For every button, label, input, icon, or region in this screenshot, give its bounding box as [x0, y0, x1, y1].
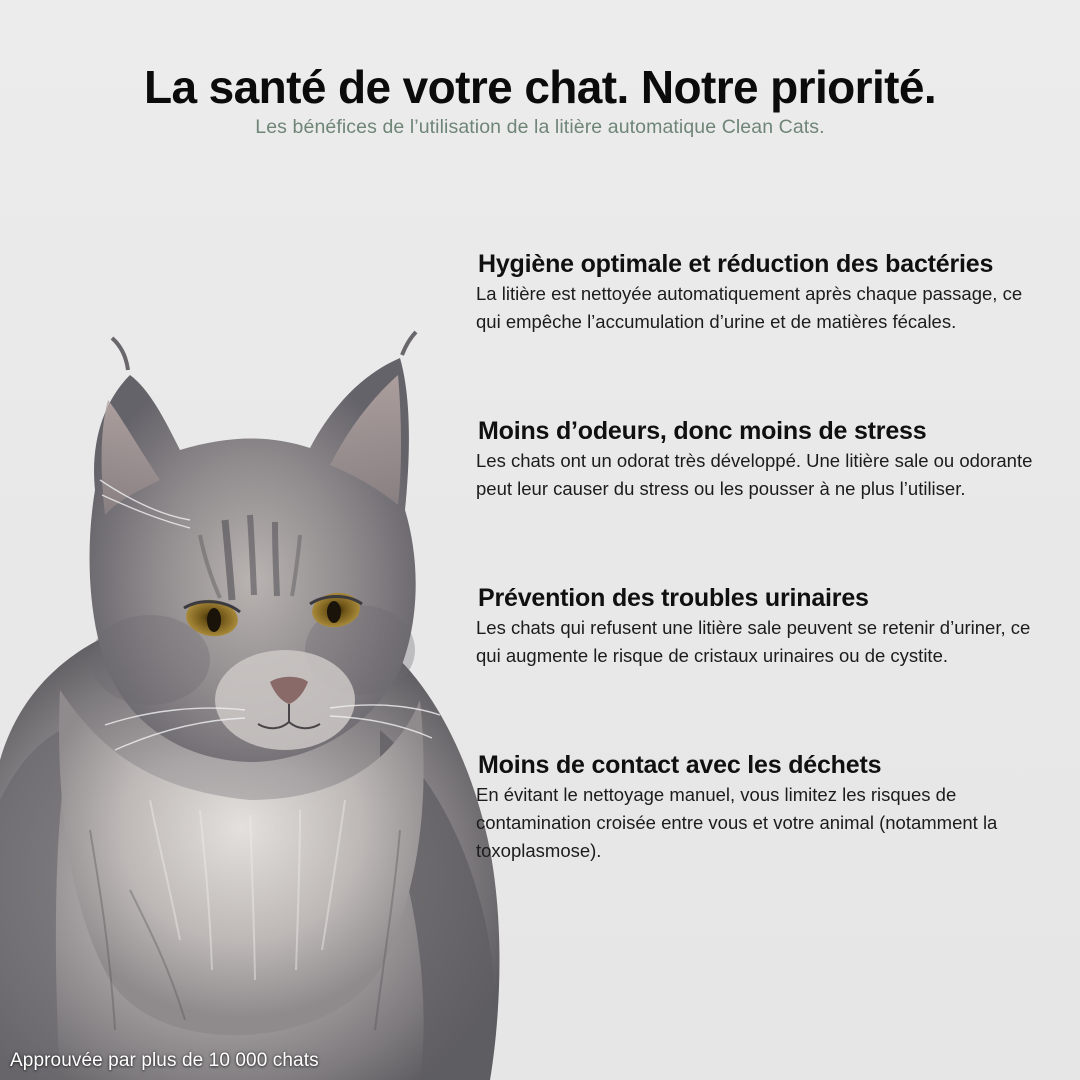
page-title: La santé de votre chat. Notre priorité.: [143, 61, 937, 113]
benefit-text: En évitant le nettoyage manuel, vous limitez les risques de contamination croisée entre vous et votre animal (notamment la toxoplasmose).: [476, 784, 998, 861]
benefit-text: La litière est nettoyée automatiquement après chaque passage, ce qui empêche l’accumulation d’urine et de matières fécales.: [476, 283, 1023, 332]
benefit-title: Moins de contact avec les déchets: [478, 751, 882, 779]
benefit-item-odeurs: [476, 415, 1066, 503]
benefit-title: Hygiène optimale et réduction des bactéries: [478, 250, 994, 278]
page-subtitle: Les bénéfices de l’utilisation de la litière automatique Clean Cats.: [255, 116, 825, 138]
approval-caption: Approuvée par plus de 10 000 chats: [10, 1050, 319, 1071]
cat-photo: [0, 330, 520, 1080]
benefit-title: Prévention des troubles urinaires: [478, 584, 869, 612]
header: [0, 58, 1080, 140]
benefit-item-hygiene: [476, 248, 1066, 336]
benefit-text: Les chats ont un odorat très développé. Une litière sale ou odorante peut leur causer du stress ou les pousser à ne plus l’utiliser.: [476, 450, 1033, 499]
benefit-text: Les chats qui refusent une litière sale peuvent se retenir d’uriner, ce qui augmente le risque de cristaux urinaires ou de cystite.: [476, 617, 1031, 666]
benefit-item-dechets: [476, 749, 1066, 865]
benefit-title: Moins d’odeurs, donc moins de stress: [478, 417, 927, 445]
benefit-item-urinaires: [476, 582, 1066, 670]
